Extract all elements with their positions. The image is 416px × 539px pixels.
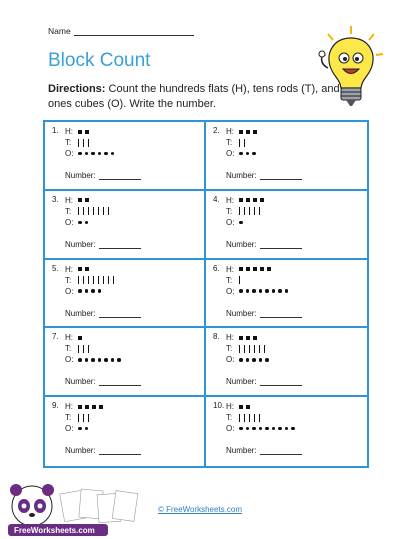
number-answer-field[interactable] bbox=[99, 447, 141, 455]
name-label: Name bbox=[48, 26, 71, 36]
tens-rod-icon bbox=[108, 276, 109, 284]
hundreds-flat-icon bbox=[85, 267, 89, 271]
ones-cube-icon bbox=[78, 289, 82, 293]
hundreds-row bbox=[65, 401, 106, 412]
number-answer-row bbox=[65, 171, 141, 180]
ones-cube-icon bbox=[246, 358, 250, 362]
ones-cube-icon bbox=[272, 427, 276, 431]
number-answer-field[interactable] bbox=[99, 241, 141, 249]
problem-cell bbox=[45, 122, 206, 191]
ones-cube-icon bbox=[265, 358, 269, 362]
ones-row bbox=[65, 354, 124, 365]
ones-cube-icon bbox=[239, 358, 243, 362]
number-label: Number: bbox=[226, 377, 257, 387]
hundreds-row bbox=[226, 126, 260, 137]
tens-rod-icon bbox=[249, 207, 250, 215]
hundreds-flat-icon bbox=[246, 130, 250, 134]
number-answer-field[interactable] bbox=[99, 172, 141, 180]
problem-number: 1. bbox=[52, 126, 59, 135]
ones-cube-icon bbox=[246, 152, 250, 156]
tens-row bbox=[65, 206, 113, 217]
ones-cube-icon bbox=[91, 289, 95, 293]
ones-cube-icon bbox=[239, 289, 243, 293]
tens-row bbox=[65, 412, 106, 423]
tens-rod-icon bbox=[83, 207, 84, 215]
problem-cell bbox=[206, 122, 367, 191]
hundreds-label: H: bbox=[226, 402, 234, 412]
ones-cube-icon bbox=[252, 289, 256, 293]
tens-rod-icon bbox=[244, 414, 245, 422]
tens-rod-icon bbox=[88, 139, 89, 147]
number-answer-row bbox=[226, 309, 302, 318]
ones-cube-icon bbox=[252, 358, 256, 362]
ones-row bbox=[65, 217, 113, 228]
lightbulb-mascot-icon bbox=[316, 24, 386, 114]
ones-cube-icon bbox=[246, 427, 250, 431]
tens-row bbox=[226, 137, 260, 148]
hundreds-flat-icon bbox=[239, 267, 243, 271]
ones-cube-icon bbox=[259, 358, 263, 362]
tens-rod-icon bbox=[78, 276, 79, 284]
hundreds-label: H: bbox=[226, 333, 234, 343]
hundreds-flat-icon bbox=[239, 130, 243, 134]
tens-row bbox=[226, 275, 291, 286]
tens-rod-icon bbox=[88, 414, 89, 422]
ones-label: O: bbox=[65, 149, 74, 158]
tens-row bbox=[226, 206, 267, 217]
ones-label: O: bbox=[65, 355, 74, 365]
ones-cube-icon bbox=[246, 289, 250, 293]
tens-rod-icon bbox=[244, 345, 245, 353]
tens-row bbox=[226, 412, 298, 423]
hundreds-flat-icon bbox=[78, 130, 82, 134]
hundreds-label: H: bbox=[226, 127, 234, 136]
ones-row bbox=[226, 148, 260, 159]
problem-number: 9. bbox=[52, 401, 59, 411]
tens-label: T: bbox=[65, 275, 72, 285]
ones-cube-icon bbox=[272, 289, 276, 293]
problem-cell bbox=[45, 328, 206, 397]
ones-cube-icon bbox=[98, 152, 102, 156]
hundreds-flat-icon bbox=[239, 336, 243, 340]
number-label: Number: bbox=[226, 308, 257, 318]
hundreds-label: H: bbox=[65, 195, 73, 205]
hundreds-flat-icon bbox=[246, 267, 250, 271]
number-answer-field[interactable] bbox=[260, 378, 302, 386]
tens-rod-icon bbox=[113, 276, 114, 284]
hundreds-flat-icon bbox=[246, 336, 250, 340]
tens-label: T: bbox=[226, 413, 233, 423]
hundreds-row bbox=[226, 264, 291, 275]
ones-cube-icon bbox=[111, 358, 115, 362]
name-row bbox=[48, 26, 194, 36]
tens-rod-icon bbox=[254, 414, 255, 422]
number-answer-row bbox=[65, 240, 141, 249]
tens-rod-icon bbox=[78, 414, 79, 422]
hundreds-label: H: bbox=[65, 264, 73, 274]
number-answer-row bbox=[226, 377, 302, 386]
tens-rod-icon bbox=[83, 345, 84, 353]
tens-rod-icon bbox=[239, 139, 240, 147]
tens-label: T: bbox=[65, 413, 72, 423]
ones-label: O: bbox=[226, 286, 235, 296]
tens-rod-icon bbox=[78, 345, 79, 353]
hundreds-flat-icon bbox=[78, 336, 82, 340]
tens-rod-icon bbox=[103, 276, 104, 284]
tens-label: T: bbox=[65, 138, 72, 147]
tens-label: T: bbox=[226, 206, 233, 216]
ones-cube-icon bbox=[85, 221, 89, 225]
ones-cube-icon bbox=[117, 358, 121, 362]
ones-cube-icon bbox=[104, 152, 108, 156]
number-label: Number: bbox=[65, 239, 96, 249]
number-answer-row bbox=[65, 446, 141, 455]
ones-cube-icon bbox=[98, 289, 102, 293]
problem-number: 10. bbox=[213, 401, 225, 411]
ones-cube-icon bbox=[285, 289, 289, 293]
hundreds-row bbox=[65, 195, 113, 206]
worksheet-title: Block Count bbox=[48, 50, 151, 71]
ones-label: O: bbox=[65, 424, 74, 434]
number-answer-row bbox=[65, 309, 141, 318]
ones-cube-icon bbox=[85, 427, 89, 431]
number-answer-row bbox=[226, 171, 302, 180]
ones-row bbox=[226, 286, 291, 297]
tens-rod-icon bbox=[244, 139, 245, 147]
ones-cube-icon bbox=[291, 427, 295, 431]
ones-label: O: bbox=[65, 286, 74, 296]
problem-number: 8. bbox=[213, 332, 220, 342]
hundreds-flat-icon bbox=[78, 405, 82, 409]
problem-number: 7. bbox=[52, 332, 59, 342]
problem-cell bbox=[206, 397, 367, 466]
tens-row bbox=[65, 343, 124, 354]
tens-rod-icon bbox=[108, 207, 109, 215]
hundreds-flat-icon bbox=[239, 198, 243, 202]
ones-cube-icon bbox=[78, 221, 82, 225]
ones-cube-icon bbox=[85, 358, 89, 362]
hundreds-flat-icon bbox=[78, 267, 82, 271]
problem-cell bbox=[206, 191, 367, 260]
ones-row bbox=[226, 217, 267, 228]
tens-label: T: bbox=[65, 206, 72, 216]
tens-rod-icon bbox=[244, 207, 245, 215]
ones-cube-icon bbox=[78, 427, 82, 431]
number-answer-row bbox=[226, 240, 302, 249]
ones-cube-icon bbox=[239, 427, 243, 431]
hundreds-row bbox=[65, 264, 118, 275]
hundreds-row bbox=[65, 126, 117, 137]
ones-cube-icon bbox=[285, 427, 289, 431]
hundreds-flat-icon bbox=[85, 130, 89, 134]
copyright-link[interactable]: © FreeWorksheets.com bbox=[158, 505, 242, 514]
ones-cube-icon bbox=[265, 289, 269, 293]
problem-cell bbox=[206, 260, 367, 329]
hundreds-row bbox=[65, 332, 124, 343]
tens-rod-icon bbox=[254, 207, 255, 215]
ones-cube-icon bbox=[111, 152, 115, 156]
tens-row bbox=[226, 343, 272, 354]
tens-rod-icon bbox=[264, 345, 265, 353]
number-label: Number: bbox=[65, 377, 96, 387]
hundreds-flat-icon bbox=[85, 405, 89, 409]
tens-label: T: bbox=[226, 138, 233, 147]
tens-label: T: bbox=[226, 275, 233, 285]
svg-text:FreeWorksheets.com: FreeWorksheets.com bbox=[14, 526, 95, 535]
problem-cell bbox=[45, 191, 206, 260]
hundreds-flat-icon bbox=[253, 336, 257, 340]
problem-cell bbox=[45, 397, 206, 466]
number-answer-field[interactable] bbox=[260, 172, 302, 180]
hundreds-flat-icon bbox=[78, 198, 82, 202]
problem-cell bbox=[206, 328, 367, 397]
tens-rod-icon bbox=[259, 207, 260, 215]
ones-row bbox=[65, 148, 117, 159]
hundreds-flat-icon bbox=[85, 198, 89, 202]
problem-number: 3. bbox=[52, 194, 59, 204]
ones-cube-icon bbox=[104, 358, 108, 362]
tens-rod-icon bbox=[239, 414, 240, 422]
number-answer-field[interactable] bbox=[99, 310, 141, 318]
tens-rod-icon bbox=[259, 414, 260, 422]
tens-rod-icon bbox=[78, 207, 79, 215]
hundreds-flat-icon bbox=[253, 130, 257, 134]
tens-rod-icon bbox=[93, 276, 94, 284]
hundreds-flat-icon bbox=[92, 405, 96, 409]
number-answer-field[interactable] bbox=[99, 378, 141, 386]
tens-rod-icon bbox=[239, 276, 240, 284]
tens-rod-icon bbox=[239, 207, 240, 215]
problem-number: 2. bbox=[213, 126, 220, 135]
hundreds-label: H: bbox=[226, 264, 234, 274]
freeworksheets-logo bbox=[2, 484, 152, 539]
tens-rod-icon bbox=[93, 207, 94, 215]
ones-cube-icon bbox=[85, 152, 89, 156]
ones-cube-icon bbox=[259, 289, 263, 293]
ones-cube-icon bbox=[85, 289, 89, 293]
number-label: Number: bbox=[65, 171, 96, 180]
tens-row bbox=[65, 137, 117, 148]
problem-cell bbox=[45, 260, 206, 329]
hundreds-label: H: bbox=[65, 402, 73, 412]
tens-rod-icon bbox=[254, 345, 255, 353]
hundreds-flat-icon bbox=[260, 198, 264, 202]
tens-rod-icon bbox=[239, 345, 240, 353]
tens-row bbox=[65, 275, 118, 286]
ones-cube-icon bbox=[78, 358, 82, 362]
ones-cube-icon bbox=[239, 152, 243, 156]
tens-label: T: bbox=[226, 344, 233, 354]
tens-rod-icon bbox=[98, 207, 99, 215]
directions-text: Count the hundreds flats (H), tens rods (T), and ones cubes (O). Write the number. bbox=[48, 83, 340, 110]
ones-cube-icon bbox=[259, 427, 263, 431]
number-label: Number: bbox=[226, 446, 257, 456]
hundreds-row bbox=[226, 401, 298, 412]
ones-cube-icon bbox=[252, 427, 256, 431]
hundreds-label: H: bbox=[65, 127, 73, 136]
problem-number: 4. bbox=[213, 194, 220, 204]
number-label: Number: bbox=[226, 171, 257, 180]
ones-cube-icon bbox=[278, 289, 282, 293]
ones-cube-icon bbox=[265, 427, 269, 431]
tens-rod-icon bbox=[88, 276, 89, 284]
ones-label: O: bbox=[226, 217, 235, 227]
tens-rod-icon bbox=[88, 207, 89, 215]
number-answer-row bbox=[226, 446, 302, 455]
problem-number: 6. bbox=[213, 263, 220, 273]
hundreds-label: H: bbox=[226, 195, 234, 205]
ones-cube-icon bbox=[278, 427, 282, 431]
tens-rod-icon bbox=[83, 276, 84, 284]
tens-label: T: bbox=[65, 344, 72, 354]
number-label: Number: bbox=[65, 446, 96, 456]
tens-rod-icon bbox=[249, 414, 250, 422]
tens-rod-icon bbox=[259, 345, 260, 353]
number-answer-field[interactable] bbox=[260, 241, 302, 249]
ones-cube-icon bbox=[78, 152, 82, 156]
hundreds-flat-icon bbox=[239, 405, 243, 409]
hundreds-flat-icon bbox=[246, 198, 250, 202]
problem-number: 5. bbox=[52, 263, 59, 273]
ones-cube-icon bbox=[91, 358, 95, 362]
hundreds-row bbox=[226, 195, 267, 206]
tens-rod-icon bbox=[83, 414, 84, 422]
tens-rod-icon bbox=[78, 139, 79, 147]
hundreds-flat-icon bbox=[253, 267, 257, 271]
number-label: Number: bbox=[65, 308, 96, 318]
hundreds-flat-icon bbox=[253, 198, 257, 202]
name-input-line[interactable] bbox=[74, 27, 194, 36]
ones-label: O: bbox=[226, 355, 235, 365]
hundreds-flat-icon bbox=[267, 267, 271, 271]
tens-rod-icon bbox=[88, 345, 89, 353]
ones-cube-icon bbox=[239, 221, 243, 225]
ones-row bbox=[65, 423, 106, 434]
number-answer-row bbox=[65, 377, 141, 386]
hundreds-label: H: bbox=[65, 333, 73, 343]
directions-label: Directions: bbox=[48, 83, 106, 95]
ones-row bbox=[65, 286, 118, 297]
ones-cube-icon bbox=[252, 152, 256, 156]
hundreds-flat-icon bbox=[246, 405, 250, 409]
tens-rod-icon bbox=[98, 276, 99, 284]
ones-cube-icon bbox=[91, 152, 95, 156]
hundreds-row bbox=[226, 332, 272, 343]
ones-label: O: bbox=[226, 424, 235, 434]
ones-row bbox=[226, 354, 272, 365]
ones-cube-icon bbox=[98, 358, 102, 362]
tens-rod-icon bbox=[83, 139, 84, 147]
ones-row bbox=[226, 423, 298, 434]
number-label: Number: bbox=[226, 239, 257, 249]
problem-grid bbox=[43, 120, 369, 468]
number-answer-field[interactable] bbox=[260, 447, 302, 455]
tens-rod-icon bbox=[249, 345, 250, 353]
ones-label: O: bbox=[226, 149, 235, 158]
tens-rod-icon bbox=[103, 207, 104, 215]
number-answer-field[interactable] bbox=[260, 310, 302, 318]
hundreds-flat-icon bbox=[260, 267, 264, 271]
hundreds-flat-icon bbox=[99, 405, 103, 409]
ones-label: O: bbox=[65, 217, 74, 227]
directions bbox=[48, 82, 348, 112]
